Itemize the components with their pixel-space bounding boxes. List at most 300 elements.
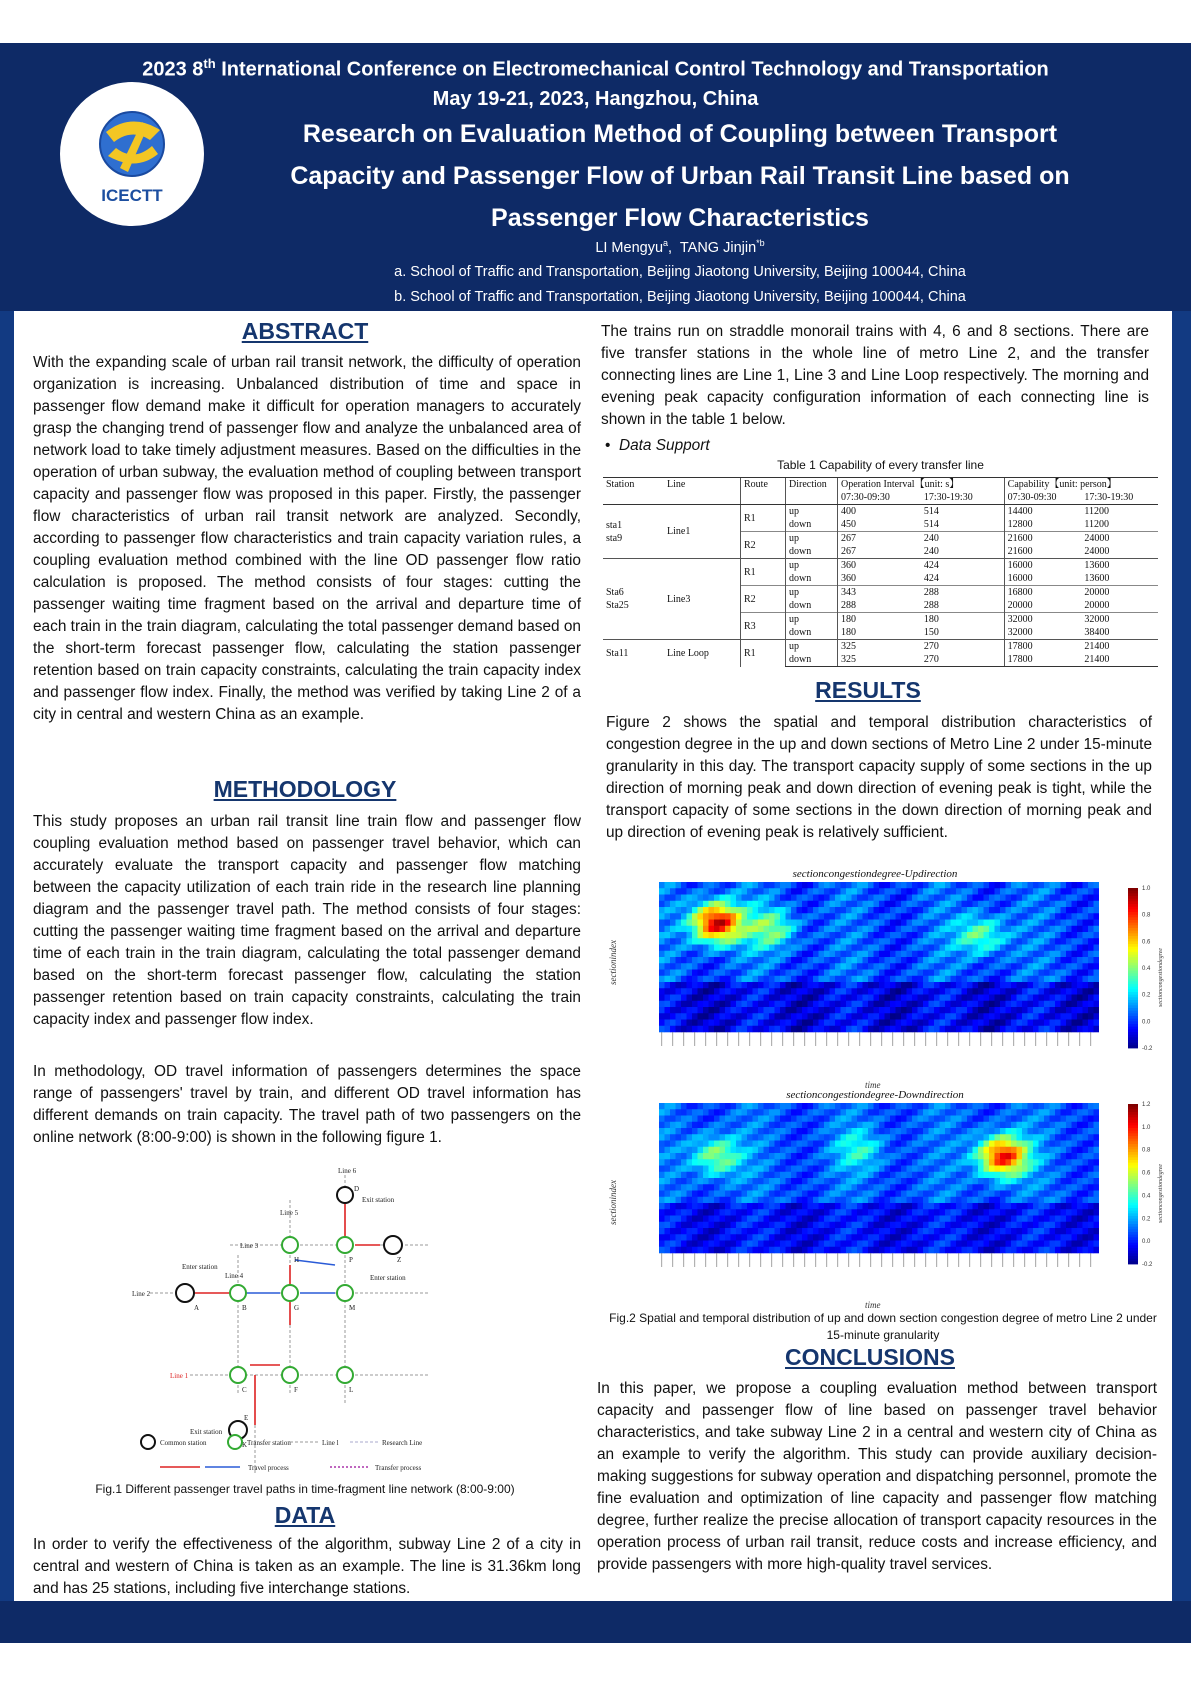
heatmap-cell [962,1203,968,1210]
heatmap-cell [802,970,808,977]
heatmap-cell [940,1178,946,1185]
heatmap-cell [1083,988,1089,995]
heatmap-cell [1028,1216,1034,1223]
heatmap-cell [824,882,830,889]
heatmap-cell [791,1247,797,1254]
heatmap-cell [720,1216,726,1223]
heatmap-cell [736,888,742,895]
heatmap-cell [890,1203,896,1210]
heatmap-cell [1055,988,1061,995]
heatmap-cell [692,888,698,895]
heatmap-cell [923,1159,929,1166]
heatmap-cell [681,1172,687,1179]
heatmap-cell [742,1191,748,1198]
heatmap-cell [962,963,968,970]
heatmap-cell [731,920,737,927]
cell-route: R1 [741,559,786,586]
station-b [230,1285,246,1301]
heatmap-cell [687,1001,693,1008]
colorbar-tick-label: 1.0 [1142,1124,1151,1131]
heatmap-cell [758,951,764,958]
heatmap-cell [802,1178,808,1185]
heatmap-cell [1061,1134,1067,1141]
heatmap-cell [824,895,830,902]
title-line-3: Passenger Flow Characteristics [491,204,869,232]
heatmap-cell [808,1026,814,1033]
heatmap-cell [1050,1216,1056,1223]
heatmap-cell [791,957,797,964]
cell-value: 288 [923,600,939,611]
heatmap-cell [940,1203,946,1210]
heatmap-cell [791,995,797,1002]
heatmap-cell [923,1103,929,1110]
heatmap-cell [1028,1141,1034,1148]
heatmap-cell [725,938,731,945]
heatmap-cell [1094,1166,1100,1173]
heatmap-cell [819,951,825,958]
heatmap-cell [1006,995,1012,1002]
heatmap-cell [901,1153,907,1160]
data-paragraph-2: The trains run on straddle monorail trains with 4, 6 and 8 sections. There are five transfer stations in the whole line of metro Line 2, and the transfer connecting lines are Line 1, Line 3 and Line Loop respectively. The morning and evening peak capacity configuration information of each connecting line is shown in the table 1 below. [601,323,1149,428]
heatmap-cell [665,920,671,927]
heatmap-cell [1055,963,1061,970]
heatmap-cell [824,1172,830,1179]
heatmap-cell [681,1147,687,1154]
heatmap-cell [1083,1228,1089,1235]
heatmap-cell [692,1134,698,1141]
heatmap-cell [819,888,825,895]
heatmap-cell [742,1128,748,1135]
heatmap-cell [934,970,940,977]
heatmap-cell [753,1222,759,1229]
heatmap-cell [995,1228,1001,1235]
heatmap-cell [868,995,874,1002]
heatmap-cell [890,907,896,914]
heatmap-cell [940,882,946,889]
heatmap-cell [703,920,709,927]
heatmap-cell [1039,913,1045,920]
heatmap-cell [962,1134,968,1141]
heatmap-cell [819,895,825,902]
heatmap-cell [912,1001,918,1008]
heatmap-cell [896,1020,902,1027]
heatmap-cell [742,951,748,958]
label-p: P [349,1256,353,1264]
heatmap-cell [670,882,676,889]
heatmap-cell [676,1166,682,1173]
heatmap-cell [698,1159,704,1166]
heatmap-cell [984,1103,990,1110]
heatmap-cell [819,963,825,970]
heatmap-cell [1055,895,1061,902]
heatmap-cell [1088,1001,1094,1008]
heatmap-cell [797,1141,803,1148]
heatmap-cell [725,963,731,970]
heatmap-cell [764,882,770,889]
heatmap-cell [901,1159,907,1166]
heatmap-cell [1072,932,1078,939]
heatmap-cell [1022,1001,1028,1008]
heatmap-cell [659,1216,665,1223]
heatmap-cell [846,970,852,977]
heatmap-cell [1006,970,1012,977]
heatmap-cell [857,1159,863,1166]
heatmap-cell [736,1134,742,1141]
heatmap-cell [945,926,951,933]
heatmap-cell [1039,1247,1045,1254]
heatmap-cell [1033,907,1039,914]
heatmap-cell [747,1147,753,1154]
heatmap-cell [665,1128,671,1135]
heatmap-cell [764,913,770,920]
heatmap-cell [703,1122,709,1129]
heatmap-cell [769,1128,775,1135]
heatmap-cell [852,988,858,995]
heatmap-cell [1039,970,1045,977]
heatmap-cell [868,988,874,995]
heatmap-cell [1000,920,1006,927]
heatmap-cell [659,1153,665,1160]
heatmap-cell [1006,1109,1012,1116]
heatmap-cell [1088,1103,1094,1110]
heatmap-cell [780,920,786,927]
heatmap-cell [742,888,748,895]
heatmap-cell [720,957,726,964]
heatmap-cell [868,1026,874,1033]
heatmap-cell [1017,1116,1023,1123]
heatmap-cell [736,976,742,983]
colorbar-segment [1128,1155,1138,1158]
heatmap-cell [753,1184,759,1191]
heatmap-cell [1017,1172,1023,1179]
heatmap-cell [802,951,808,958]
heatmap-cell [692,926,698,933]
heatmap-cell [978,938,984,945]
heatmap-cell [874,1191,880,1198]
heatmap-cell [1044,982,1050,989]
heatmap-cell [797,1134,803,1141]
heatmap-cell [1055,1228,1061,1235]
heatmap-cell [1028,945,1034,952]
heatmap-cell [692,982,698,989]
heatmap-cell [1077,1147,1083,1154]
heatmap-cell [824,1234,830,1241]
heatmap-cell [1055,913,1061,920]
heatmap-cell [901,1026,907,1033]
heatmap-cell [813,1178,819,1185]
heatmap-cell [731,926,737,933]
heatmap-cell [896,945,902,952]
heatmap-cell [780,1191,786,1198]
heatmap-cell [1066,1184,1072,1191]
heatmap-cell [1039,1128,1045,1135]
heatmap-cell [852,1222,858,1229]
conclusions-text: In this paper, we propose a coupling evaluation method between transport capacity and passenger flow of line based on passenger travel behavior characteristics, and take subway Line 2 in a central and western city of China as an example to verify the algorithm. This study can provide auxiliary decision-making suggestions for subway operation and dispatching personnel, promote the fine evaluation and optimization of line capacity and passenger flow matching degree, further realize the precise allocation of transport capacity resources in the operation process of urban rail transit, reduce costs and increase efficiency, and provide passengers with more high-quality travel services. [597,1380,1157,1573]
heatmap-cell [797,1007,803,1014]
heatmap-cell [967,951,973,958]
heatmap-cell [681,1247,687,1254]
heatmap-cell [681,945,687,952]
heatmap-cell [1061,1241,1067,1248]
heatmap-cell [758,957,764,964]
heatmap-cell [703,988,709,995]
heatmap-cell [709,988,715,995]
heatmap-cell [758,920,764,927]
heatmap-cell [687,1128,693,1135]
heatmap-cell [962,1234,968,1241]
heatmap-cell [885,1228,891,1235]
heatmap-cell [764,1234,770,1241]
heatmap-cell [956,1203,962,1210]
heatmap-cell [934,963,940,970]
heatmap-cell [1077,901,1083,908]
heatmap-cell [1039,938,1045,945]
heatmap-cell [791,1191,797,1198]
heatmap-cell [802,1197,808,1204]
heatmap-cell [841,882,847,889]
heatmap-cell [1083,1234,1089,1241]
heatmap-cell [687,907,693,914]
heatmap-cell [890,995,896,1002]
heatmap-cell [819,920,825,927]
heatmap-cell [731,1166,737,1173]
heatmap-cell [1000,901,1006,908]
heatmap-cell [962,1141,968,1148]
heatmap-cell [962,1209,968,1216]
heatmap-cell [819,1013,825,1020]
heatmap-cell [747,963,753,970]
heatmap-cell [692,1103,698,1110]
heatmap-cell [1033,920,1039,927]
heatmap-cell [769,901,775,908]
heatmap-cell [978,1203,984,1210]
heatmap-cell [896,1103,902,1110]
heatmap-cell [659,1026,665,1033]
heatmap-cell [736,1241,742,1248]
heatmap-cell [1055,976,1061,983]
heatmap-cell [813,963,819,970]
heatmap-cell [1050,1147,1056,1154]
heatmap-cell [775,1159,781,1166]
heatmap-cell [1094,1184,1100,1191]
heatmap-cell [846,913,852,920]
heatmap-cell [852,938,858,945]
heatmap-cell [978,1001,984,1008]
heatmap-cell [984,882,990,889]
heatmap-cell [813,1191,819,1198]
heatmap-cell [852,951,858,958]
heatmap-cell [758,1172,764,1179]
heatmap-cell [813,1241,819,1248]
cell-value: 11200 [1081,505,1158,519]
heatmap-cell [665,882,671,889]
heatmap-cell [879,926,885,933]
heatmap-cell [863,1191,869,1198]
heatmap-cell [1022,926,1028,933]
heatmap-cell [692,1241,698,1248]
heatmap-cell [1072,1109,1078,1116]
colorbar-tick-label: 0.4 [1142,966,1151,972]
heatmap-cell [841,1216,847,1223]
fig1-caption: Fig.1 Different passenger travel paths in time-fragment line network (8:00-9:00) [95,1482,515,1496]
heatmap-cell [945,1222,951,1229]
heatmap-cell [907,1197,913,1204]
heatmap-cell [852,1159,858,1166]
heatmap-cell [786,1178,792,1185]
heatmap-cell [736,1197,742,1204]
heatmap-cell [951,913,957,920]
heatmap-cell [1061,913,1067,920]
station-c [230,1367,246,1383]
heatmap-cell [973,1141,979,1148]
heatmap-cell [670,1191,676,1198]
heatmap-cell [885,938,891,945]
heatmap-cell [918,1153,924,1160]
heatmap-cell [918,895,924,902]
label-g: G [294,1304,300,1312]
heatmap-cell [951,1020,957,1027]
heatmap-cell [808,1020,814,1027]
heatmap-cell [791,1234,797,1241]
heatmap-cell [676,888,682,895]
heatmap-cell [791,882,797,889]
heatmap-cell [687,1184,693,1191]
heatmap-cell [1055,1122,1061,1129]
heatmap-cell [736,1191,742,1198]
heatmap-cell [764,926,770,933]
heatmap-cell [934,1134,940,1141]
heatmap-cell [769,1184,775,1191]
heatmap-cell [824,951,830,958]
heatmap-cell [676,1128,682,1135]
heatmap-cell [868,1178,874,1185]
heatmap-cell [945,1209,951,1216]
heatmap-cell [725,1178,731,1185]
heatmap-cell [852,1134,858,1141]
heatmap-cell [863,1116,869,1123]
heatmap-cell [758,1141,764,1148]
heatmap-cell [1088,1166,1094,1173]
heatmap-cell [1083,1109,1089,1116]
heatmap-cell [918,907,924,914]
heatmap-cell [731,1159,737,1166]
heatmap-cell [1033,1128,1039,1135]
heatmap-cell [1028,1184,1034,1191]
label-enter-station-left: Enter station [182,1263,218,1271]
heatmap-cell [978,1222,984,1229]
heatmap-cell [1077,1001,1083,1008]
heatmap-cell [1066,957,1072,964]
heatmap-cell [907,945,913,952]
heatmap-cell [731,1122,737,1129]
heatmap-cell [857,1166,863,1173]
heatmap-cell [901,1241,907,1248]
heatmap-cell [934,888,940,895]
heatmap-cell [841,1134,847,1141]
heatmap-cell [929,1209,935,1216]
colorbar-segment [1128,995,1138,998]
heatmap-cell [918,1116,924,1123]
heatmap-cell [1072,1216,1078,1223]
heatmap-cell [1066,1147,1072,1154]
heatmap-cell [786,1116,792,1123]
heatmap-cell [813,1172,819,1179]
heatmap-cell [725,1203,731,1210]
heatmap-cell [1050,1228,1056,1235]
heatmap-cell [775,970,781,977]
heatmap-cell [857,901,863,908]
heatmap-cell [956,888,962,895]
heatmap-cell [758,1197,764,1204]
heatmap-cell [1055,1141,1061,1148]
heatmap-cell [1066,1020,1072,1027]
heatmap-cell [940,901,946,908]
heatmap-cell [813,1116,819,1123]
heatmap-cell [841,1109,847,1116]
label-enter-station-right: Enter station [370,1274,406,1282]
heatmap-cell [863,1159,869,1166]
heatmap-cell [885,1128,891,1135]
heatmap-cell [753,1172,759,1179]
heatmap-cell [874,1001,880,1008]
heatmap-cell [885,982,891,989]
colorbar-segment [1128,1173,1138,1176]
heatmap-cell [989,1020,995,1027]
heatmap-cell [984,1209,990,1216]
heatmap-cell [1011,1166,1017,1173]
heatmap-cell [956,1184,962,1191]
heatmap-cell [698,1234,704,1241]
heatmap-cell [1083,1147,1089,1154]
heatmap-cell [753,1001,759,1008]
th-station: Station [603,478,664,492]
heatmap-cell [1017,1191,1023,1198]
heatmap-cell [665,1222,671,1229]
heatmap-cell [885,907,891,914]
heatmap-cell [659,982,665,989]
heatmap-cell [962,895,968,902]
heatmap-cell [780,1234,786,1241]
heatmap-cell [857,888,863,895]
heatmap-cell [1066,901,1072,908]
heatmap-cell [896,1203,902,1210]
heatmap-cell [962,1007,968,1014]
heatmap-cell [731,1203,737,1210]
heatmap-cell [1017,1197,1023,1204]
heatmap-cell [984,1184,990,1191]
heatmap-cell [1066,1247,1072,1254]
heatmap-cell [962,1153,968,1160]
heatmap-cell [967,1247,973,1254]
heatmap-cell [995,920,1001,927]
heatmap-cell [758,1191,764,1198]
heatmap-cell [1077,1020,1083,1027]
heatmap-cell [1017,938,1023,945]
heatmap-cell [659,1247,665,1254]
heatmap-cell [962,982,968,989]
heatmap-cell [934,951,940,958]
heatmap-cell [1061,1026,1067,1033]
heatmap-cell [747,1228,753,1235]
heatmap-cell [758,963,764,970]
heatmap-cell [1077,1178,1083,1185]
heatmap-cell [731,895,737,902]
heatmap-cell [769,888,775,895]
heatmap-cell [1088,920,1094,927]
heatmap-cell [1094,1222,1100,1229]
heatmap-cell [753,932,759,939]
heatmap-cell [989,938,995,945]
